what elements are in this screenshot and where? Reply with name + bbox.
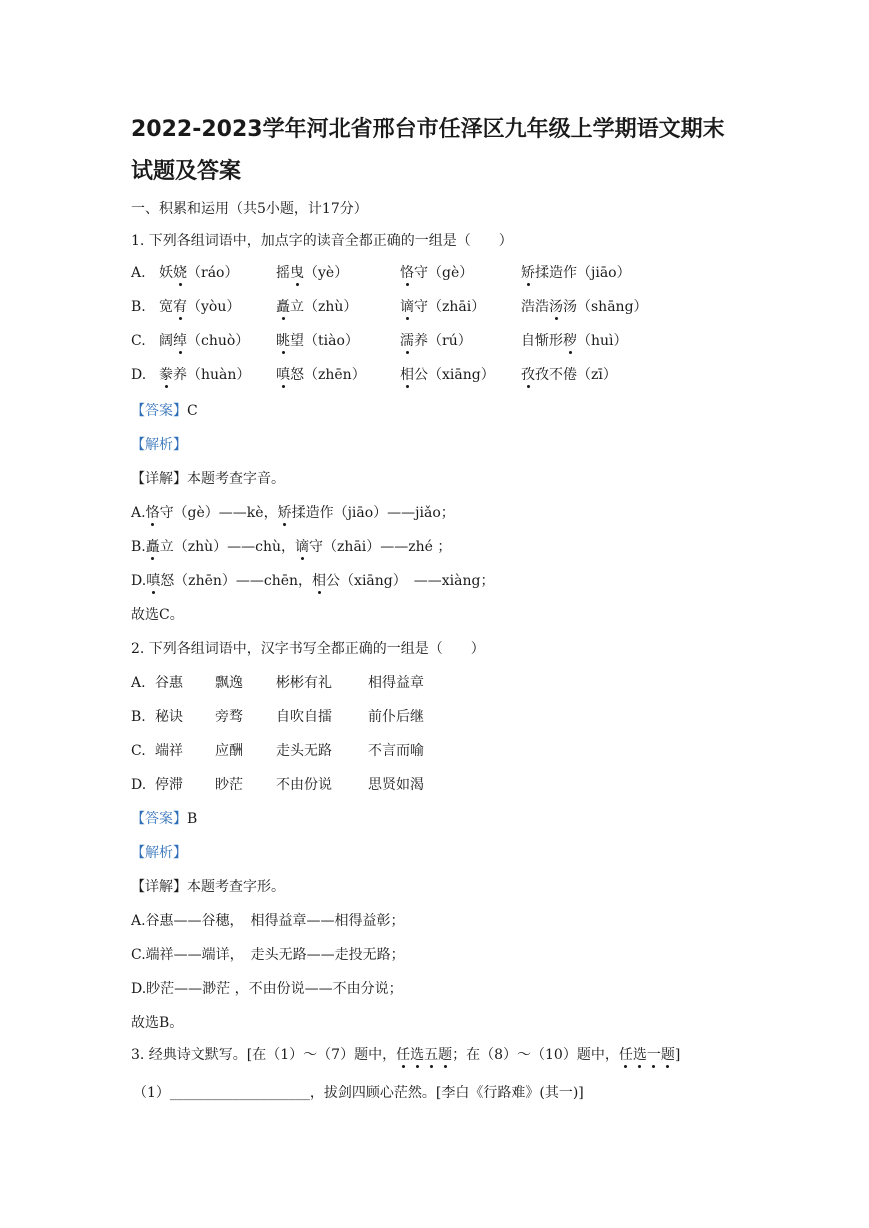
emphasis-char: 矗 [145, 539, 160, 555]
emphasis-char: 题 [660, 1047, 675, 1063]
option-term [521, 263, 631, 283]
option-term [521, 365, 617, 385]
q1-explanation-line [131, 537, 451, 557]
q1-conclusion: 故选C。 [131, 607, 184, 623]
q3-stem-part: ] [674, 1047, 681, 1063]
q1-detail: 【详解】本题考查字音。 [131, 471, 285, 487]
term-text: 浩浩 [521, 299, 549, 315]
emphasis-char: 谪 [295, 539, 310, 555]
term-text: 宽 [159, 299, 173, 315]
option-letter: A. [131, 675, 146, 691]
item-number: （1） [133, 1085, 170, 1101]
emphasis-char: 任 [396, 1047, 411, 1063]
line-text: D. [131, 573, 147, 589]
term-text: 养（rú） [414, 333, 472, 349]
q2-explanation-line: C.端祥——端详， 走头无路——走投无路； [131, 947, 405, 963]
q3-stem-part: 3. 经典诗文默写。[在（1）～（7）题中， [131, 1047, 397, 1063]
section-heading: 一、积累和运用（共5小题，计17分） [131, 201, 368, 217]
emphasis-char: 矫 [521, 265, 535, 281]
option-term: 不言而喻 [368, 743, 424, 759]
emphasis-char: 选 [632, 1047, 647, 1063]
item-text: ，拔剑四顾心茫然。[李白《行路难》(其一)] [309, 1085, 584, 1101]
line-text: 公（xiāng） ——xiàng； [326, 573, 495, 589]
q3-item-1 [133, 1083, 584, 1103]
emphasis-char: 一 [646, 1047, 661, 1063]
emphasis-char: 相 [400, 367, 414, 383]
emphasis-char: 娆 [173, 265, 187, 281]
emphasis-char: 秽 [563, 333, 577, 349]
answer-value: B [187, 811, 198, 827]
emphasis-char: 五 [424, 1047, 439, 1063]
emphasis-char: 孜 [521, 367, 535, 383]
q3-stem-part: ；在（8）～（10）题中， [452, 1047, 619, 1063]
option-term [159, 365, 250, 385]
option-letter: B. [131, 299, 146, 315]
option-letter: B. [131, 709, 146, 725]
option-term [276, 365, 366, 385]
term-text: 立（zhù） [290, 299, 358, 315]
q2-analysis-label: 【解析】 [131, 845, 187, 861]
term-text: 摇 [276, 265, 290, 281]
term-text: （huì） [577, 333, 628, 349]
emphasis-char: 任 [618, 1047, 633, 1063]
line-text: 揉造作（jiāo）——jiǎo； [291, 505, 455, 521]
term-text: 守（zhāi） [414, 299, 486, 315]
option-term [400, 331, 472, 351]
option-term [400, 263, 473, 283]
emphasis-char: 相 [312, 573, 327, 589]
term-text: 阔 [159, 333, 173, 349]
option-term [276, 263, 348, 283]
term-text: （yòu） [187, 299, 241, 315]
emphasis-char: 选 [410, 1047, 425, 1063]
document-title: 2022-2023学年河北省邢台市任泽区九年级上学期语文期末 [131, 117, 725, 142]
option-term: 谷惠 [155, 675, 183, 691]
emphasis-char: 绰 [173, 333, 187, 349]
q1-stem: 1. 下列各组词语中，加点字的读音全都正确的一组是（ ） [131, 233, 513, 249]
option-term [276, 331, 359, 351]
answer-label: 【答案】 [131, 811, 187, 827]
emphasis-char: 眺 [276, 333, 290, 349]
emphasis-char: 曳 [290, 265, 304, 281]
emphasis-char: 恪 [145, 505, 160, 521]
answer-label: 【答案】 [131, 403, 187, 419]
option-term: 应酬 [215, 743, 243, 759]
option-letter: A. [131, 265, 146, 281]
option-term [276, 297, 357, 317]
term-text: 自惭形 [521, 333, 563, 349]
emphasis-char: 宥 [173, 299, 187, 315]
line-text: B. [131, 539, 146, 555]
option-term: 相得益章 [368, 675, 424, 691]
term-text: 望（tiào） [290, 333, 359, 349]
option-term: 眇茫 [215, 777, 243, 793]
option-term: 不由份说 [276, 777, 332, 793]
q1-analysis-label: 【解析】 [131, 437, 187, 453]
option-term: 前仆后继 [368, 709, 424, 725]
q1-explanation-line [131, 503, 455, 523]
emphasis-char: 豢 [159, 367, 173, 383]
term-text: 养（huàn） [173, 367, 251, 383]
option-term [521, 297, 648, 317]
term-text: 揉造作（jiāo） [535, 265, 631, 281]
line-text: A. [131, 505, 146, 521]
term-text: 汤（shāng） [563, 299, 648, 315]
answer-value: C [187, 403, 198, 419]
q2-explanation-line: A.谷惠——谷穗， 相得益章——相得益彰； [131, 913, 405, 929]
option-term [400, 297, 485, 317]
emphasis-char: 嗔 [146, 573, 161, 589]
option-term: 走头无路 [276, 743, 332, 759]
option-term [400, 365, 495, 385]
q2-explanation-line: D.眇茫——渺茫 ，不由份说——不由分说； [131, 981, 403, 997]
line-text: 怒（zhēn）——chēn， [160, 573, 313, 589]
fill-blank: ____________________ [169, 1085, 310, 1101]
q2-stem: 2. 下列各组词语中，汉字书写全都正确的一组是（ ） [131, 641, 485, 657]
line-text: 立（zhù）——chù， [159, 539, 296, 555]
q2-detail: 【详解】本题考查字形。 [131, 879, 285, 895]
q1-explanation-line [131, 571, 494, 591]
term-text: 公（xiāng） [414, 367, 495, 383]
term-text: 怒（zhēn） [290, 367, 366, 383]
document-title-line2: 试题及答案 [131, 159, 242, 184]
option-term: 秘诀 [155, 709, 183, 725]
term-text: 妖 [159, 265, 173, 281]
option-term: 旁骛 [215, 709, 243, 725]
term-text: 守（gè） [414, 265, 474, 281]
option-letter: D. [131, 777, 147, 793]
option-term: 自吹自擂 [276, 709, 332, 725]
emphasis-char: 汤 [549, 299, 563, 315]
option-term [159, 331, 249, 351]
emphasis-char: 矫 [277, 505, 292, 521]
line-text: 守（gè）——kè， [159, 505, 278, 521]
q1-answer [131, 401, 198, 421]
option-term [521, 331, 628, 351]
option-letter: C. [131, 333, 146, 349]
option-letter: C. [131, 743, 146, 759]
line-text: 守（zhāi）——zhé ； [309, 539, 452, 555]
q2-conclusion: 故选B。 [131, 1015, 184, 1031]
option-term: 彬彬有礼 [276, 675, 332, 691]
emphasis-char: 恪 [400, 265, 414, 281]
option-term: 端祥 [155, 743, 183, 759]
option-term: 停滞 [155, 777, 183, 793]
emphasis-char: 题 [438, 1047, 453, 1063]
term-text: （ráo） [187, 265, 239, 281]
emphasis-char: 濡 [400, 333, 414, 349]
option-term [159, 297, 240, 317]
emphasis-char: 谪 [400, 299, 414, 315]
option-term: 思贤如渴 [368, 777, 424, 793]
emphasis-char: 嗔 [276, 367, 290, 383]
option-term [159, 263, 238, 283]
term-text: （yè） [304, 265, 349, 281]
option-letter: D. [131, 367, 147, 383]
term-text: 孜不倦（zī） [535, 367, 617, 383]
q2-answer [131, 809, 197, 829]
q3-stem [131, 1045, 680, 1065]
term-text: （chuò） [187, 333, 250, 349]
emphasis-char: 矗 [276, 299, 290, 315]
option-term: 飘逸 [215, 675, 243, 691]
